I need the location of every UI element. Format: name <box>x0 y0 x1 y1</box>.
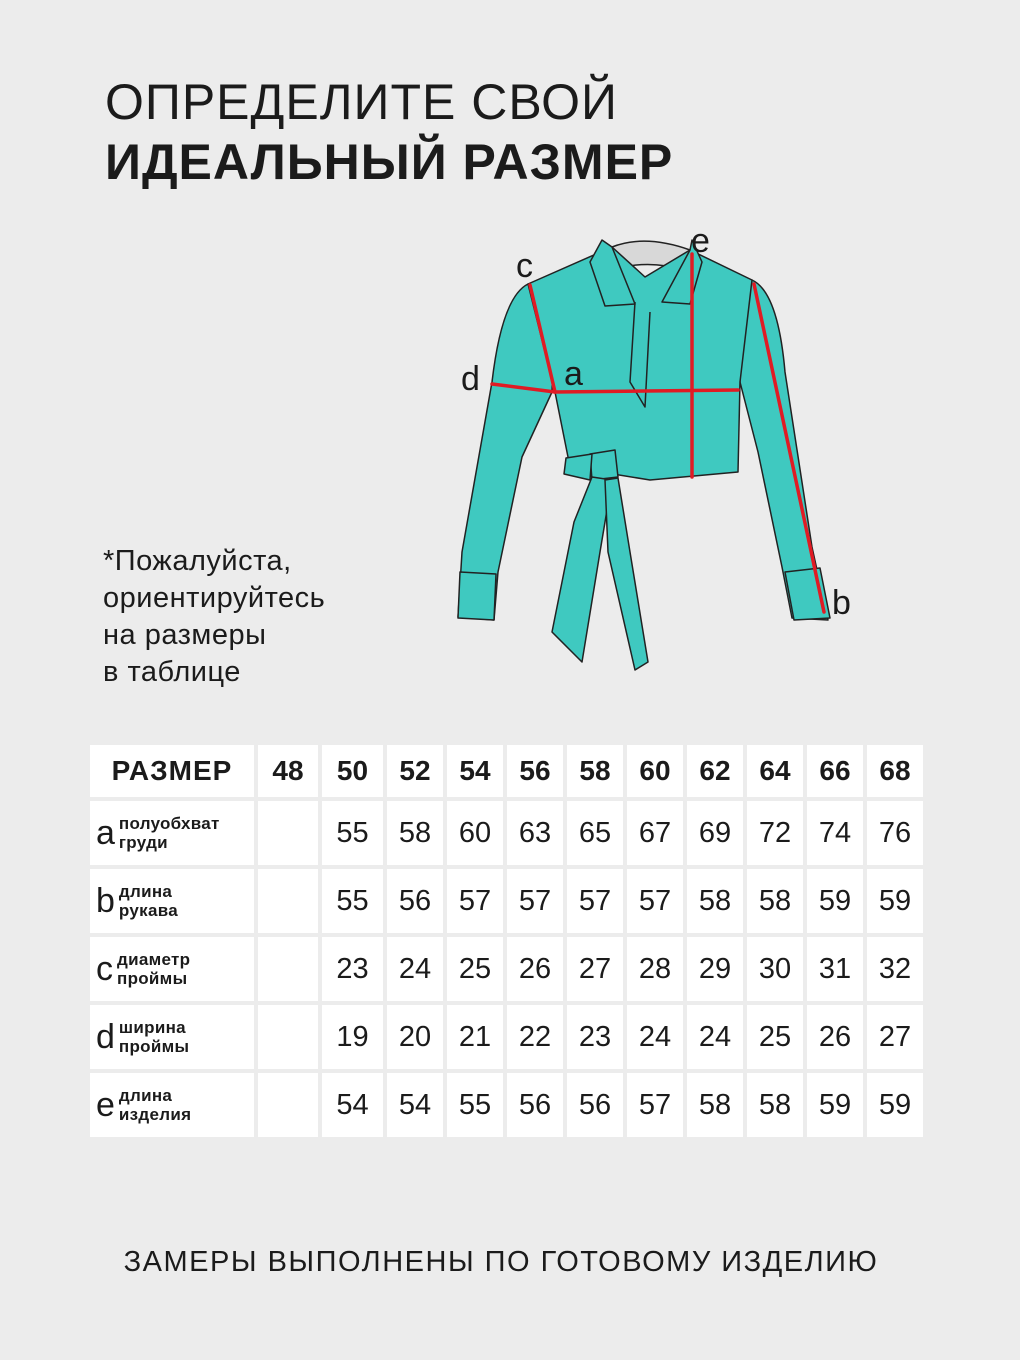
table-cell: 54 <box>387 1073 443 1137</box>
row-description: ширина проймы <box>118 1018 190 1056</box>
row-letter: c <box>96 950 113 988</box>
row-description: полуобхват груди <box>118 814 220 852</box>
table-cell: 59 <box>807 869 863 933</box>
row-label-cell <box>90 801 254 865</box>
table-cell: 59 <box>867 1073 923 1137</box>
table-cell: 23 <box>322 937 383 1001</box>
table-cell: 59 <box>867 869 923 933</box>
row-description: длина изделия <box>118 1086 192 1124</box>
table-cell: 63 <box>507 801 563 865</box>
table-cell: 57 <box>627 1073 683 1137</box>
table-cell: 58 <box>747 869 803 933</box>
size-header-cell: 48 <box>258 745 318 797</box>
table-cell <box>258 1005 318 1069</box>
shirt-measurement-diagram <box>440 222 880 682</box>
table-cell <box>258 801 318 865</box>
label-c: c <box>516 247 533 285</box>
table-cell: 26 <box>507 937 563 1001</box>
table-cell: 24 <box>627 1005 683 1069</box>
table-cell: 54 <box>322 1073 383 1137</box>
row-letter: b <box>96 882 115 920</box>
table-cell: 20 <box>387 1005 443 1069</box>
table-cell: 24 <box>687 1005 743 1069</box>
page-title-line1: ОПРЕДЕЛИТЕ СВОЙ <box>105 74 618 130</box>
table-cell: 65 <box>567 801 623 865</box>
table-cell: 58 <box>687 869 743 933</box>
row-description: диаметр проймы <box>117 950 191 988</box>
size-note: *Пожалуйста, ориентируйтесь на размеры в таблице <box>103 545 326 688</box>
table-cell <box>258 1073 318 1137</box>
row-letter: d <box>96 1018 115 1056</box>
table-cell: 26 <box>807 1005 863 1069</box>
table-cell: 72 <box>747 801 803 865</box>
page-title-rest: РАЗМЕР <box>447 134 674 190</box>
table-row <box>90 1073 923 1137</box>
table-cell: 69 <box>687 801 743 865</box>
table-cell: 56 <box>507 1073 563 1137</box>
table-cell: 55 <box>322 801 383 865</box>
row-label <box>90 1018 254 1056</box>
size-header-cell: 58 <box>567 745 623 797</box>
size-header-cell: 60 <box>627 745 683 797</box>
size-header-row <box>90 745 923 797</box>
table-cell: 22 <box>507 1005 563 1069</box>
size-header-cell: 50 <box>322 745 383 797</box>
row-description: длина рукава <box>118 882 178 920</box>
table-cell: 60 <box>447 801 503 865</box>
table-cell: 55 <box>322 869 383 933</box>
table-cell: 28 <box>627 937 683 1001</box>
table-cell <box>258 937 318 1001</box>
table-row <box>90 869 923 933</box>
table-cell: 57 <box>507 869 563 933</box>
table-cell: 57 <box>447 869 503 933</box>
table-cell: 58 <box>387 801 443 865</box>
table-cell: 56 <box>387 869 443 933</box>
label-b: b <box>832 584 851 622</box>
table-cell: 76 <box>867 801 923 865</box>
size-header-cell: 64 <box>747 745 803 797</box>
table-cell: 67 <box>627 801 683 865</box>
row-label-cell <box>90 1073 254 1137</box>
table-cell: 57 <box>567 869 623 933</box>
page-title-line2 <box>105 132 673 192</box>
table-cell: 24 <box>387 937 443 1001</box>
table-cell: 55 <box>447 1073 503 1137</box>
size-table-body <box>90 745 923 1137</box>
table-cell <box>258 869 318 933</box>
table-cell: 57 <box>627 869 683 933</box>
label-d: d <box>461 360 480 398</box>
table-cell: 27 <box>867 1005 923 1069</box>
label-e: e <box>691 222 710 260</box>
table-cell: 56 <box>567 1073 623 1137</box>
row-label-cell <box>90 937 254 1001</box>
table-cell: 21 <box>447 1005 503 1069</box>
label-a: a <box>564 355 583 393</box>
table-cell: 31 <box>807 937 863 1001</box>
table-cell: 32 <box>867 937 923 1001</box>
size-header-cell: 54 <box>447 745 503 797</box>
row-label-cell <box>90 1005 254 1069</box>
row-label-cell <box>90 869 254 933</box>
table-cell: 23 <box>567 1005 623 1069</box>
measurement-footer: ЗАМЕРЫ ВЫПОЛНЕНЫ ПО ГОТОВОМУ ИЗДЕЛИЮ <box>123 1246 879 1278</box>
row-label <box>90 882 254 920</box>
size-header-label-text: РАЗМЕР <box>111 755 233 786</box>
table-cell: 30 <box>747 937 803 1001</box>
table-cell: 58 <box>747 1073 803 1137</box>
table-row <box>90 801 923 865</box>
table-cell: 27 <box>567 937 623 1001</box>
shirt-icon <box>458 240 830 670</box>
page-title-bold: ИДЕАЛЬНЫЙ <box>105 134 448 190</box>
table-cell: 29 <box>687 937 743 1001</box>
size-header-cell: 56 <box>507 745 563 797</box>
table-cell: 19 <box>322 1005 383 1069</box>
row-letter: e <box>96 1086 115 1124</box>
table-row <box>90 937 923 1001</box>
size-table <box>86 741 927 1141</box>
table-cell: 59 <box>807 1073 863 1137</box>
row-letter: a <box>96 814 115 852</box>
table-cell: 25 <box>447 937 503 1001</box>
size-header-cell: 68 <box>867 745 923 797</box>
table-cell: 74 <box>807 801 863 865</box>
table-cell: 25 <box>747 1005 803 1069</box>
table-cell: 58 <box>687 1073 743 1137</box>
row-label <box>90 1086 254 1124</box>
row-label <box>90 950 254 988</box>
size-header-cell: 62 <box>687 745 743 797</box>
size-header-label <box>90 745 254 797</box>
table-row <box>90 1005 923 1069</box>
size-header-cell: 66 <box>807 745 863 797</box>
size-header-cell: 52 <box>387 745 443 797</box>
row-label <box>90 814 254 852</box>
